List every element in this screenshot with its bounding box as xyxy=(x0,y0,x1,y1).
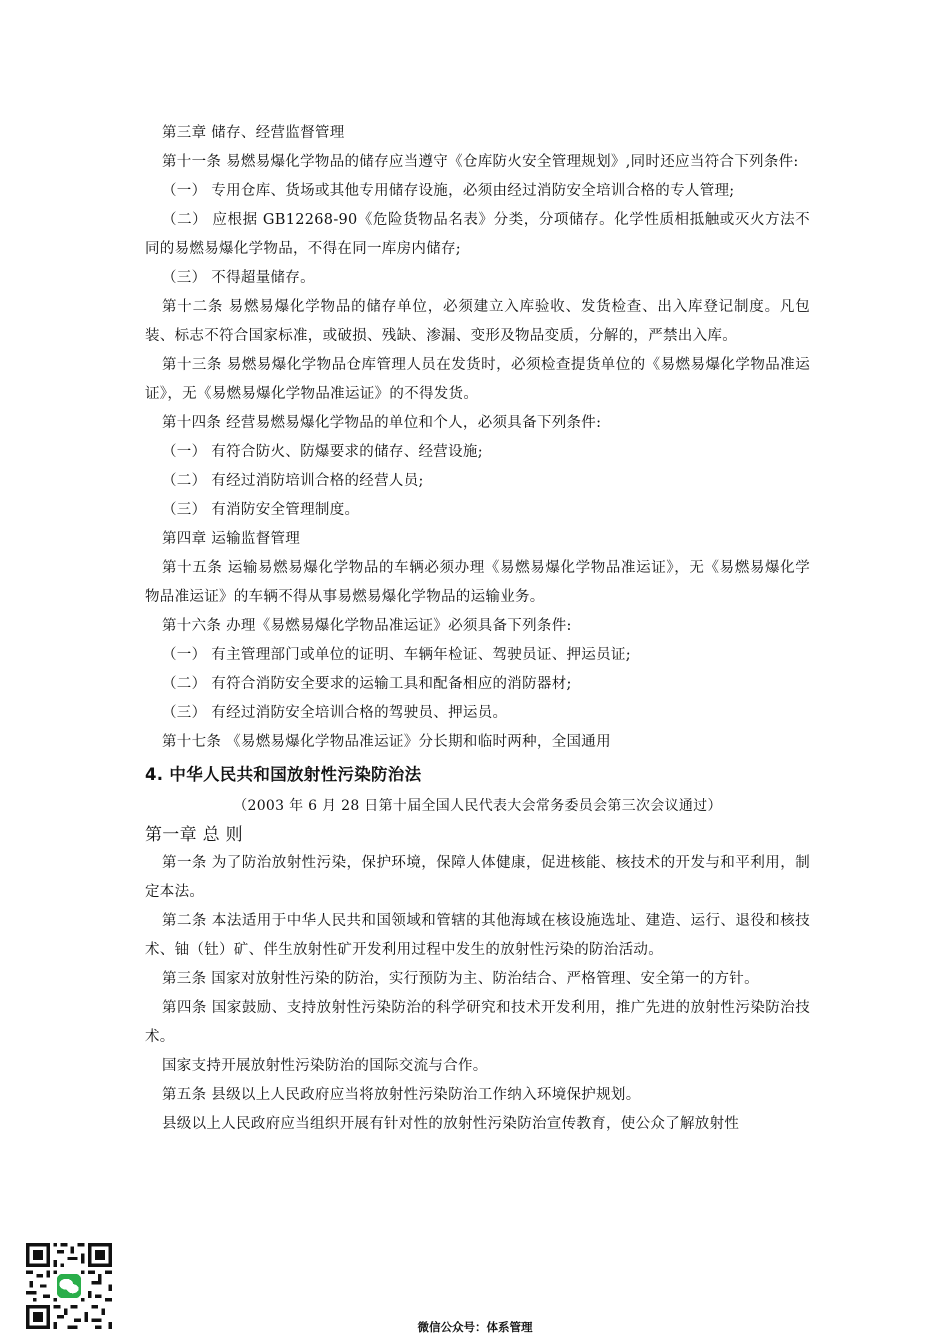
list-item: （二） 有符合消防安全要求的运输工具和配备相应的消防器材; xyxy=(162,676,572,692)
article-17: 第十七条 《易燃易爆化学物品准运证》分长期和临时两种，全国通用 xyxy=(162,734,611,750)
paragraph: 国家支持开展放射性污染防治的国际交流与合作。 xyxy=(162,1058,488,1074)
list-item: （二） 有经过消防培训合格的经营人员; xyxy=(162,473,424,489)
document-body xyxy=(145,119,810,1139)
article-4: 第四条 国家鼓励、支持放射性污染防治的科学研究和技术开发利用，推广先进的放射性污染防治技术。 xyxy=(145,1000,810,1045)
chapter-title: 第四章 运输监督管理 xyxy=(162,531,301,547)
list-item: （三） 不得超量储存。 xyxy=(162,270,315,286)
paragraph: 县级以上人民政府应当组织开展有针对性的放射性污染防治宣传教育，使公众了解放射性 xyxy=(162,1116,740,1132)
article-11: 第十一条 易燃易爆化学物品的储存应当遵守《仓库防火安全管理规划》,同时还应当符合下列条件: xyxy=(162,154,799,170)
list-item: （一） 有主管理部门或单位的证明、车辆年检证、驾驶员证、押运员证; xyxy=(162,647,631,663)
article-14: 第十四条 经营易燃易爆化学物品的单位和个人，必须具备下列条件: xyxy=(162,415,602,431)
list-item: （一） 有符合防火、防爆要求的储存、经营设施; xyxy=(162,444,483,460)
article-13: 第十三条 易燃易爆化学物品仓库管理人员在发货时，必须检查提货单位的《易燃易爆化学物品准运证》，无《易燃易爆化学物品准运证》的不得发货。 xyxy=(145,357,810,402)
list-item: （三） 有经过消防安全培训合格的驾驶员、押运员。 xyxy=(162,705,508,721)
footer-wechat: 微信公众号：体系管理 xyxy=(417,1320,533,1334)
list-item: （二） 应根据 GB12268-90《危险货物品名表》分类，分项储存。化学性质相抵触或灭火方法不同的易燃易爆化学物品，不得在同一库房内储存; xyxy=(145,212,810,257)
chapter-title: 第三章 储存、经营监督管理 xyxy=(162,125,345,141)
article-3: 第三条 国家对放射性污染的防治，实行预防为主、防治结合、严格管理、安全第一的方针。 xyxy=(162,971,759,987)
article-12: 第十二条 易燃易爆化学物品的储存单位，必须建立入库验收、发货检查、出入库登记制度。凡包装、标志不符合国家标准，或破损、残缺、渗漏、变形及物品变质，分解的，严禁出入库。 xyxy=(145,299,810,344)
qr-code-icon xyxy=(26,1243,112,1329)
list-item: （一） 专用仓库、货场或其他专用储存设施，必须由经过消防安全培训合格的专人管理; xyxy=(162,183,735,199)
law-heading: 4. 中华人民共和国放射性污染防治法 xyxy=(145,765,422,784)
article-15: 第十五条 运输易燃易爆化学物品的车辆必须办理《易燃易爆化学物品准运证》，无《易燃易爆化学物品准运证》的车辆不得从事易燃易爆化学物品的运输业务。 xyxy=(145,560,810,605)
list-item: （三） 有消防安全管理制度。 xyxy=(162,502,360,518)
article-5: 第五条 县级以上人民政府应当将放射性污染防治工作纳入环境保护规划。 xyxy=(162,1087,641,1103)
chapter-title: 第一章 总 则 xyxy=(145,825,243,845)
law-subtitle: （2003 年 6 月 28 日第十届全国人民代表大会常务委员会第三次会议通过） xyxy=(233,798,722,814)
article-2: 第二条 本法适用于中华人民共和国领域和管辖的其他海域在核设施选址、建造、运行、退役和核技术、铀（钍）矿、伴生放射性矿开发利用过程中发生的放射性污染的防治活动。 xyxy=(145,913,810,958)
article-16: 第十六条 办理《易燃易爆化学物品准运证》必须具备下列条件: xyxy=(162,618,572,634)
article-1: 第一条 为了防治放射性污染，保护环境，保障人体健康，促进核能、核技术的开发与和平利用，制定本法。 xyxy=(145,855,810,900)
